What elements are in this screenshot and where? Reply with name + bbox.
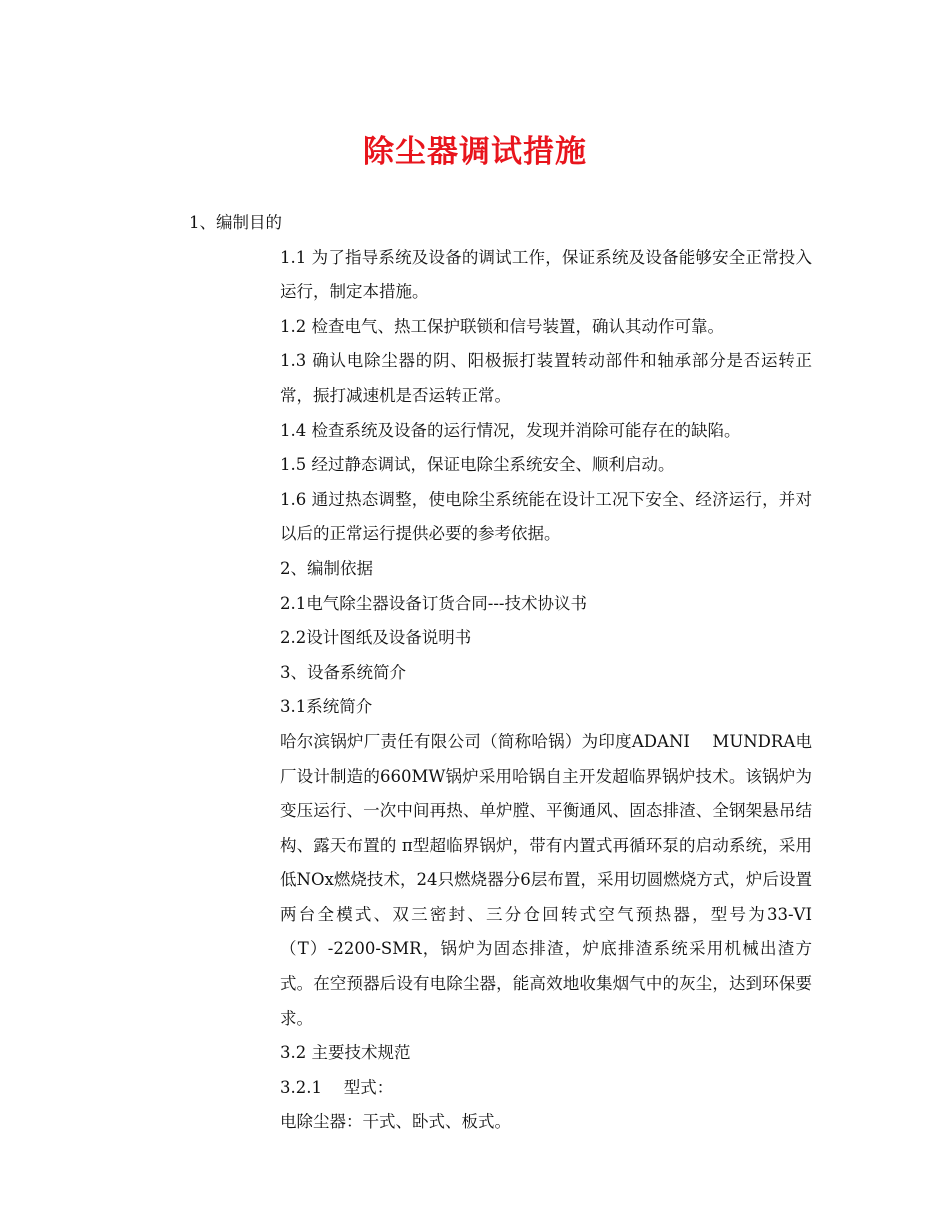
paragraph-2-2: 2.2设计图纸及设备说明书 bbox=[280, 628, 472, 648]
paragraph-3-2-1: 3.2.1 型式： bbox=[280, 1077, 394, 1097]
paragraph-1-6: 1.6 通过热态调整，使电除尘系统能在设计工况下安全、经济运行，并对以后的正常运行提供必要的参考依据。 bbox=[280, 489, 812, 544]
paragraph-2-1: 2.1电气除尘器设备订货合同---技术协议书 bbox=[280, 593, 587, 613]
paragraph-1-1: 1.1 为了指导系统及设备的调试工作，保证系统及设备能够安全正常投入运行，制定本措施。 bbox=[280, 247, 812, 302]
paragraph-1-4: 1.4 检查系统及设备的运行情况，发现并消除可能存在的缺陷。 bbox=[280, 420, 741, 440]
document-title: 除尘器调试措施 bbox=[363, 134, 587, 170]
paragraph-3-2: 3.2 主要技术规范 bbox=[280, 1043, 411, 1063]
section-heading-1: 1、编制目的 bbox=[189, 213, 282, 232]
paragraph-1-2: 1.2 检查电气、热工保护联锁和信号装置，确认其动作可靠。 bbox=[280, 316, 724, 336]
paragraph-1-5: 1.5 经过静态调试，保证电除尘系统安全、顺利启动。 bbox=[280, 455, 675, 475]
paragraph-3-1: 3.1系统简介 bbox=[280, 697, 373, 717]
paragraph-1-3: 1.3 确认电除尘器的阴、阳极振打装置转动部件和轴承部分是否运转正常，振打减速机是否运转正常。 bbox=[280, 351, 812, 405]
paragraph-system-intro: 哈尔滨锅炉厂责任有限公司（简称哈锅）为印度ADANI MUNDRA电厂设计制造的660MW锅炉采用哈锅自主开发超临界锅炉技术。该锅炉为变压运行、一次中间再热、单炉膛、平衡通风、固态排渣、全钢架悬吊结构、露天布置的 π型超临界锅炉，带有内置式再循环泵的启动系统，采用低NOx燃烧技术，24只燃烧器分6层布置，采用切圆燃烧方式，炉后设置两台全模式、双三密封、三分仓回转式空气预热器，型号为33-VI（T）-2200-SMR，锅炉为固态排渣，炉底排渣系统采用机械出渣方式。在空预器后设有电除尘器，能高效地收集烟气中的灰尘，达到环保要求。 bbox=[280, 731, 812, 1028]
paragraph-esp-type: 电除尘器：干式、卧式、板式。 bbox=[280, 1112, 511, 1132]
document-body bbox=[142, 206, 812, 1140]
section-heading-3: 3、设备系统简介 bbox=[280, 662, 406, 682]
section-heading-2: 2、编制依据 bbox=[280, 558, 373, 578]
